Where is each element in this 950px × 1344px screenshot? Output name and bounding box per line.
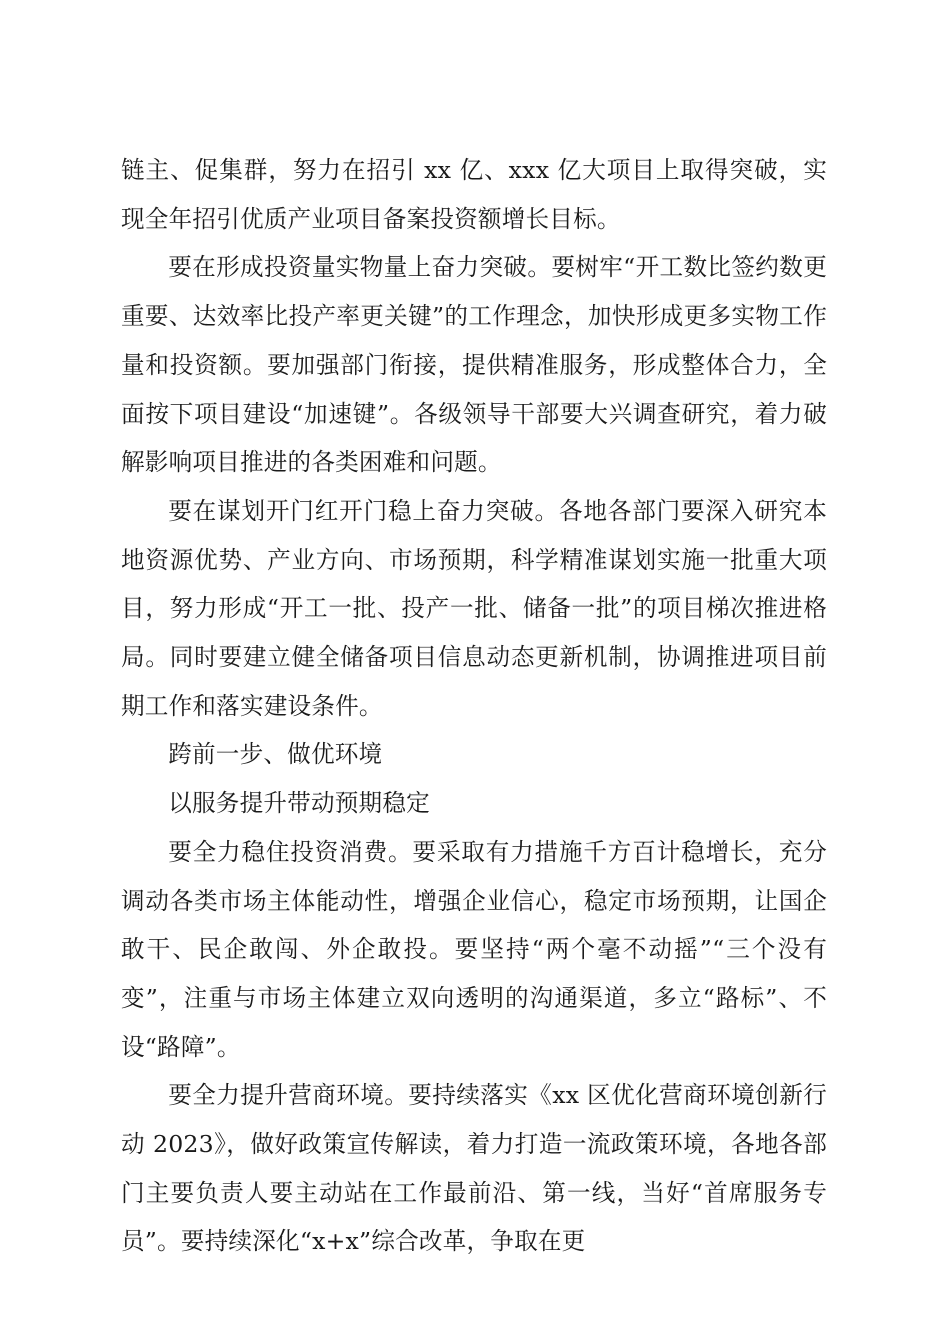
paragraph-continued: 链主、促集群，努力在招引 xx 亿、xxx 亿大项目上取得突破，实现全年招引优质产业项目备案投资额增长目标。	[121, 156, 827, 233]
paragraph-business-environment: 要全力提升营商环境。要持续落实《xx 区优化营商环境创新行动 2023》，做好政策宣传解读，着力打造一流政策环境，各地各部门主要负责人要主动站在工作最前沿、第一线，当好“首席服务专员”。要持续深化“x+x”综合改革，争取在更	[121, 1081, 827, 1256]
paragraph-investment-volume: 要在形成投资量实物量上奋力突破。要树牢“开工数比签约数更重要、达效率比投产率更关键”的工作理念，加快形成更多实物工作量和投资额。要加强部门衔接，提供精准服务，形成整体合力，全面按下项目建设“加速键”。各级领导干部要大兴调查研究，着力破解影响项目推进的各类困难和问题。	[121, 253, 827, 477]
paragraph-good-start: 要在谋划开门红开门稳上奋力突破。各地各部门要深入研究本地资源优势、产业方向、市场预期，科学精准谋划实施一批重大项目，努力形成“开工一批、投产一批、储备一批”的项目梯次推进格局。同时要建立健全储备项目信息动态更新机制，协调推进项目前期工作和落实建设条件。	[121, 496, 827, 720]
section-heading-environment: 跨前一步、做优环境	[168, 740, 383, 769]
paragraph-stabilize-investment: 要全力稳住投资消费。要采取有力措施千方百计稳增长，充分调动各类市场主体能动性，增强企业信心，稳定市场预期，让国企敢干、民企敢闯、外企敢投。要坚持“两个毫不动摇”“三个没有变”，注重与市场主体建立双向透明的沟通渠道，多立“路标”、不设“路障”。	[121, 837, 827, 1061]
section-subheading-service: 以服务提升带动预期稳定	[168, 789, 430, 818]
document-body	[121, 146, 827, 1266]
